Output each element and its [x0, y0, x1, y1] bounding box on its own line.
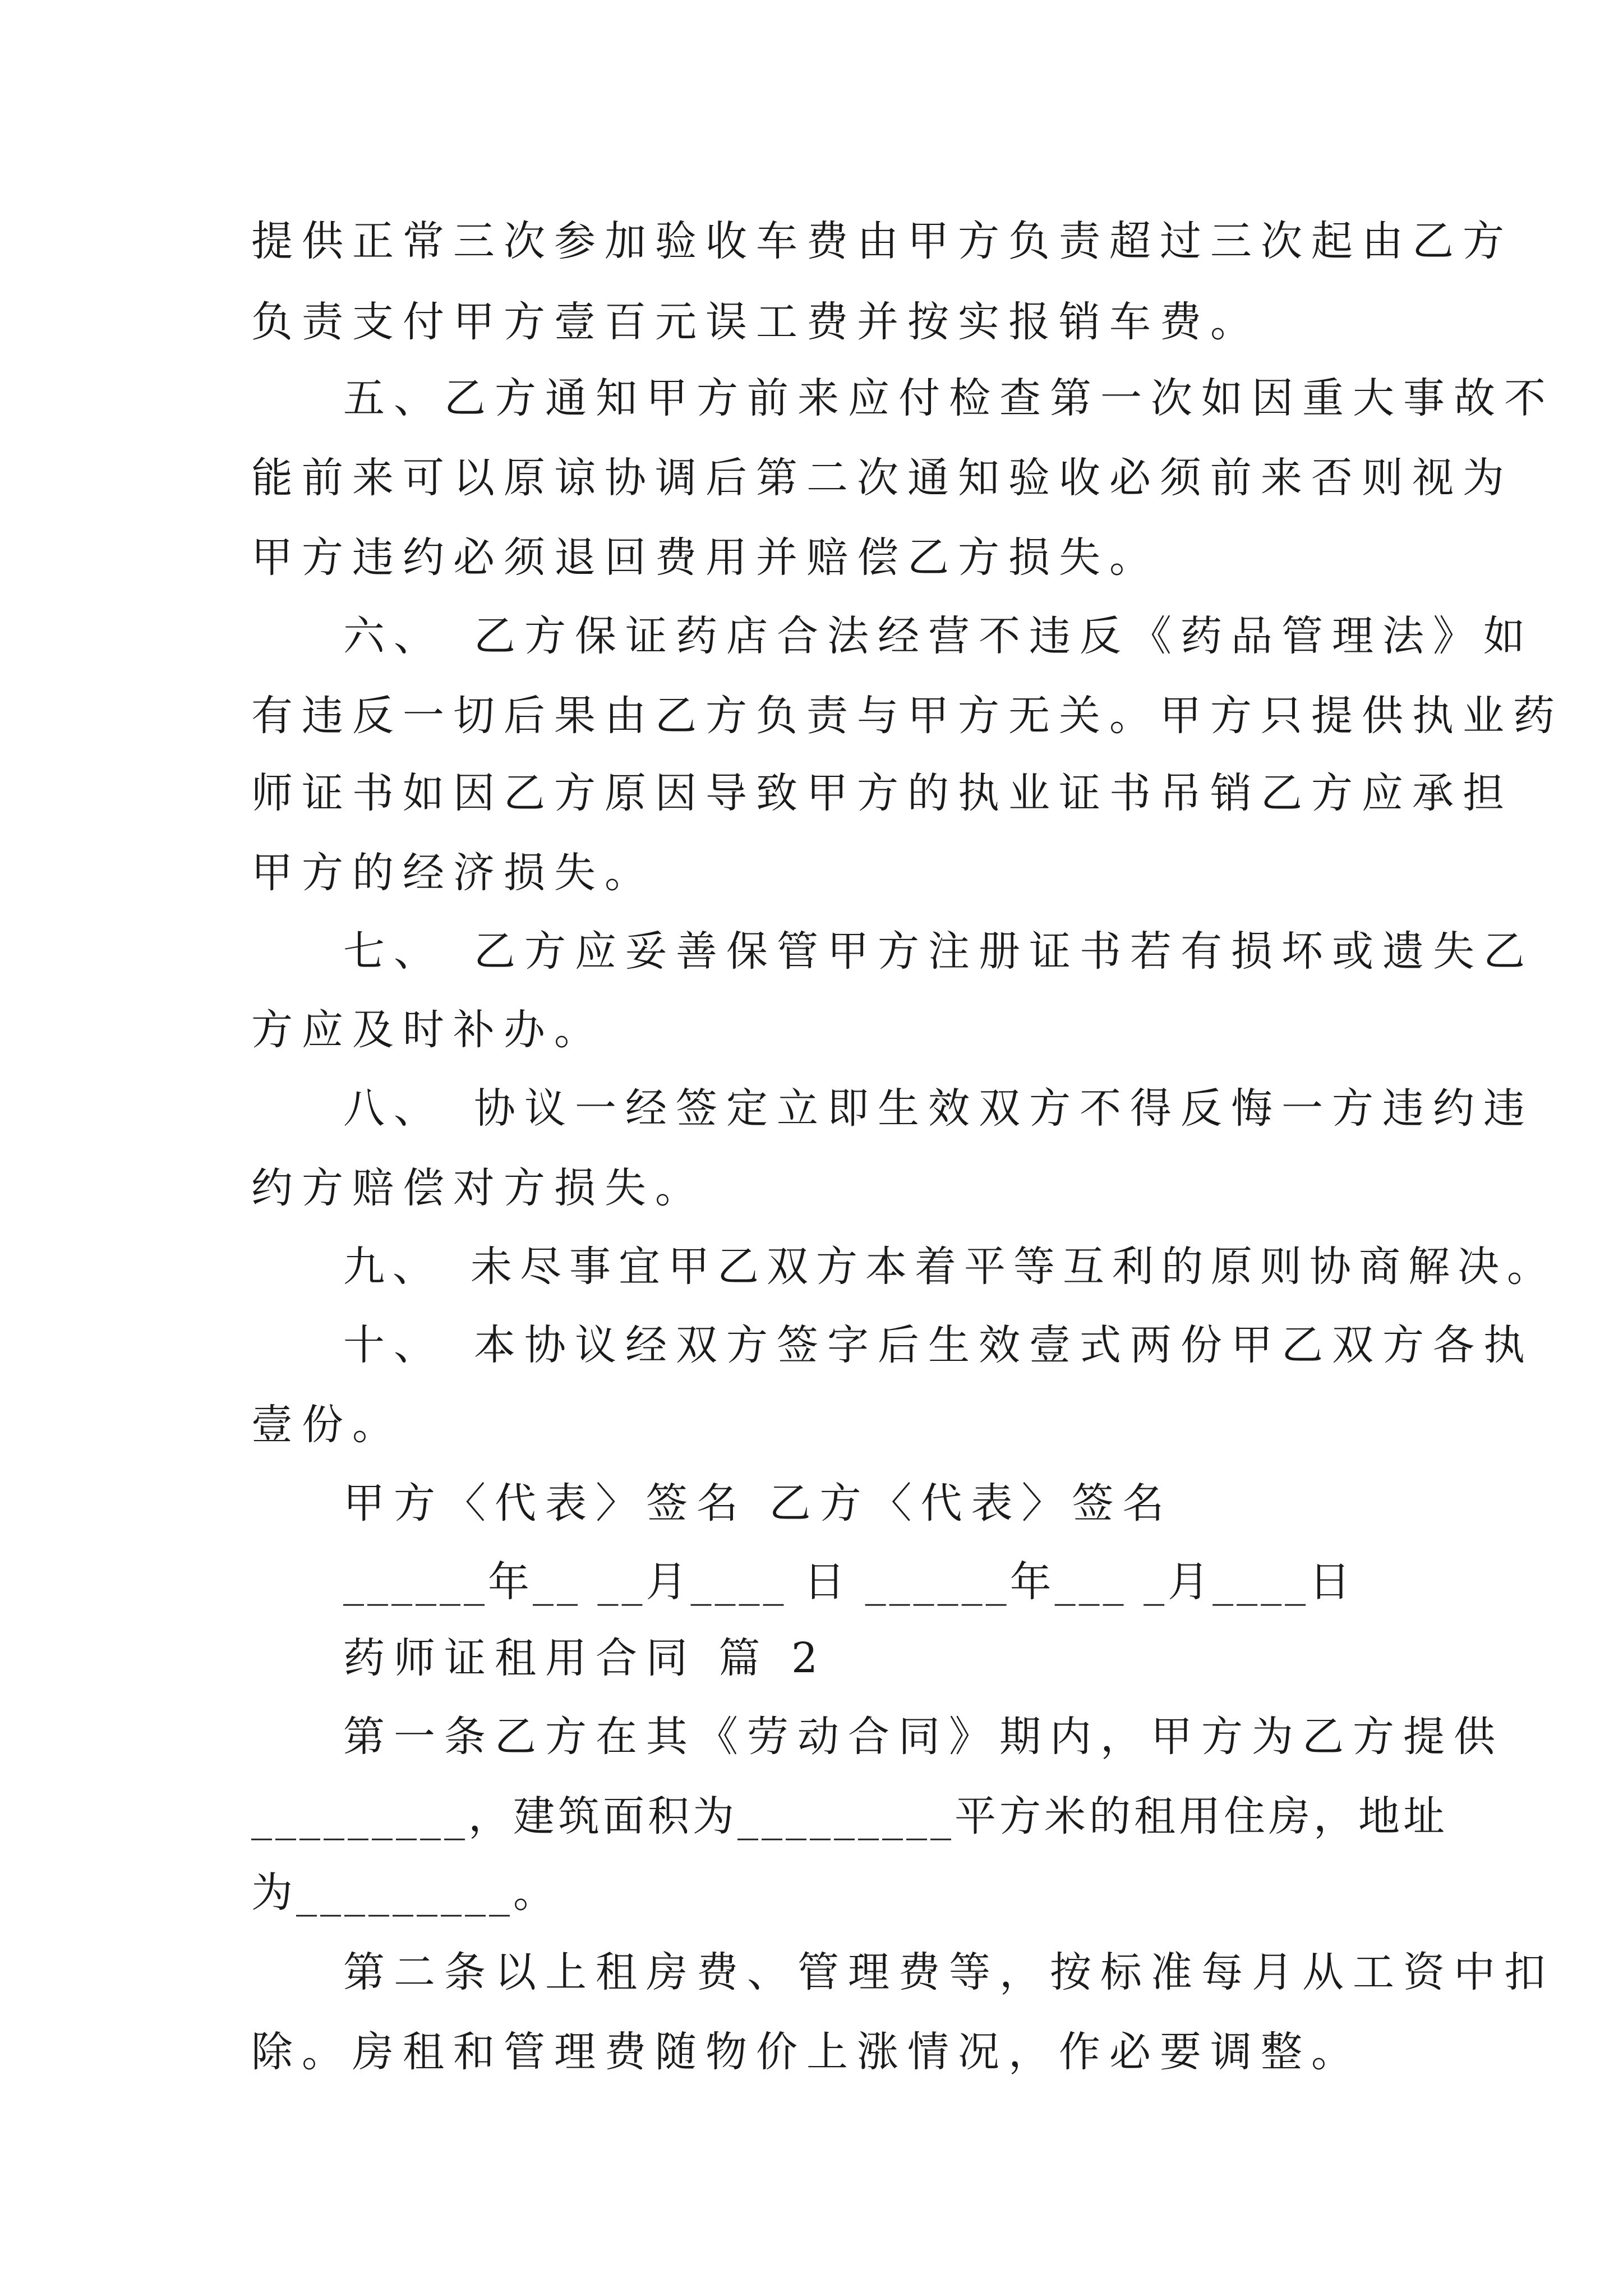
text-line: 负责支付甲方壹百元误工费并按实报销车费。	[251, 298, 1261, 346]
article-2: 第二条以上租房费、管理费等，按标准每月从工资中扣	[343, 1948, 1555, 1996]
text-line: 甲方违约必须退回费用并赔偿乙方损失。	[251, 533, 1160, 582]
text-line: 能前来可以原谅协调后第二次通知验收必须前来否则视为	[251, 454, 1513, 502]
clause-5: 五、乙方通知甲方前来应付检查第一次如因重大事故不	[343, 374, 1555, 422]
article-1: 第一条乙方在其《劳动合同》期内，甲方为乙方提供	[343, 1713, 1504, 1761]
text-line: 甲方的经济损失。	[251, 849, 655, 897]
clause-6: 六、 乙方保证药店合法经营不违反《药品管理法》如	[343, 612, 1534, 660]
text-line: 除。房租和管理费随物价上涨情况，作必要调整。	[251, 2028, 1362, 2076]
clause-9: 九、 未尽事宜甲乙双方本着平等互利的原则协商解决。	[343, 1243, 1556, 1291]
clause-7: 七、 乙方应妥善保管甲方注册证书若有损坏或遗失乙	[343, 927, 1534, 976]
text-line: 师证书如因乙方原因导致甲方的执业证书吊销乙方应承担	[251, 769, 1513, 817]
date-line: ______年__ __月____ 日 ______年___ _月____日	[343, 1558, 1354, 1606]
clause-8: 八、 协议一经签定立即生效双方不得反悔一方违约违	[343, 1084, 1534, 1133]
text-line: 提供正常三次参加验收车费由甲方负责超过三次起由乙方	[251, 217, 1513, 265]
text-line: _________，建筑面积为_________平方米的租用住房，地址	[251, 1792, 1448, 1841]
text-line: 为_________。	[251, 1869, 558, 1917]
text-line: 方应及时补办。	[251, 1006, 605, 1054]
clause-10: 十、 本协议经双方签字后生效壹式两份甲乙双方各执	[343, 1321, 1534, 1369]
text-line: 有违反一切后果由乙方负责与甲方无关。甲方只提供执业药	[251, 692, 1564, 740]
text-line: 约方赔偿对方损失。	[251, 1164, 706, 1212]
signature-line: 甲方〈代表〉签名 乙方〈代表〉签名	[343, 1479, 1173, 1527]
section-heading: 药师证租用合同 篇 2	[343, 1634, 827, 1682]
text-line: 壹份。	[251, 1401, 403, 1449]
